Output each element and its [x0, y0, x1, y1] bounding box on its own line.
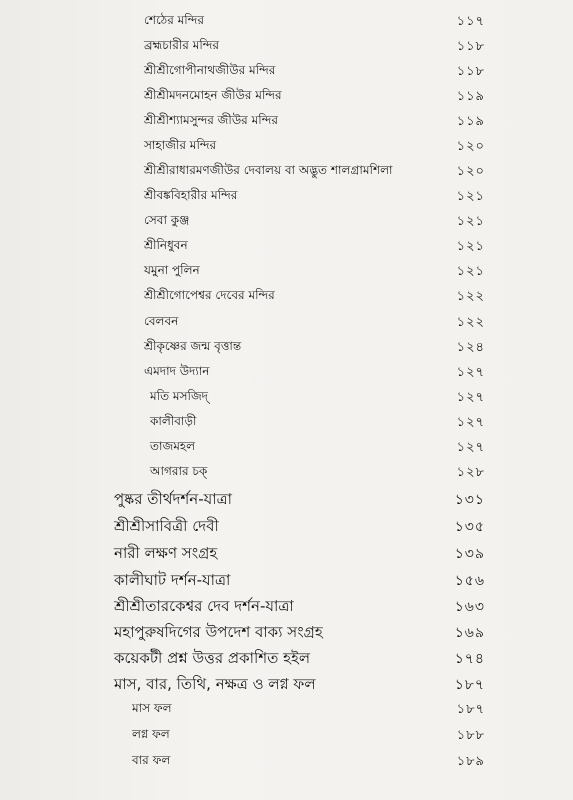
toc-entry: [0, 87, 573, 111]
toc-entry-page: ১৩৫: [454, 519, 485, 535]
toc-entry-title: শ্রীকৃষ্ণের জন্ম বৃত্তান্ত: [144, 339, 242, 353]
toc-entry-title: কয়েকটী প্রশ্ন উত্তর প্রকাশিত হইল: [114, 649, 311, 667]
toc-entry-title: মহাপুরুষদিগের উপদেশ বাক্য সংগ্রহ: [114, 623, 323, 641]
toc-entry: [0, 488, 573, 512]
toc-entry: [0, 363, 573, 387]
toc-entry-title: সেবা কুঞ্জ: [144, 213, 190, 227]
toc-entry-title: নারী লক্ষণ সংগ্রহ: [114, 544, 218, 562]
toc-entry-page: ১১৭: [456, 14, 485, 29]
toc-entry: [0, 647, 573, 671]
toc-entry: [0, 112, 573, 136]
toc-entry-title: মাস ফল: [132, 701, 172, 715]
toc-entry: [0, 338, 573, 362]
toc-entry-title: বেলবন: [144, 314, 179, 328]
toc-entry: [0, 237, 573, 261]
toc-entry: [0, 62, 573, 86]
toc-entry-page: ১২১: [456, 264, 485, 279]
toc-entry: [0, 673, 573, 697]
toc-entry-page: ১২৪: [456, 340, 485, 355]
toc-entry-title: তাজমহল: [150, 439, 196, 453]
toc-entry: [0, 413, 573, 437]
toc-entry: [0, 595, 573, 619]
toc-entry-title: শ্রীশ্রীগোপেশ্বর দেবের মন্দির: [144, 288, 275, 302]
toc-entry: [0, 463, 573, 487]
toc-entry: [0, 12, 573, 36]
toc-entry-page: ১১৮: [456, 64, 485, 79]
toc-entry-page: ১৩১: [454, 492, 485, 508]
toc-entry-title: শ্রীশ্রীশ্যামসুন্দর জীউর মন্দির: [144, 113, 278, 127]
toc-entry-title: শ্রীশ্রীরাধারমণজীউর দেবালয় বা অদ্ভুত শালগ্রামশিলা: [144, 163, 393, 177]
toc-entry: [0, 700, 573, 724]
toc-entry: [0, 162, 573, 186]
toc-entry-title: মতি মসজিদ্‌: [150, 389, 208, 403]
toc-entry-page: ১৮৯: [456, 754, 485, 769]
toc-entry-title: বার ফল: [132, 753, 171, 767]
toc-entry-title: শ্রীশ্রীতারকেশ্বর দেব দর্শন-যাত্রা: [114, 597, 294, 615]
toc-entry-title: লগ্ন ফল: [132, 727, 170, 741]
toc-entry-page: ১১৯: [456, 114, 485, 129]
toc-entry-page: ১২০: [456, 139, 485, 154]
toc-entry-page: ১৮৭: [454, 677, 485, 693]
toc-entry: [0, 515, 573, 539]
toc-entry: [0, 262, 573, 286]
toc-entry-page: ১২৮: [456, 465, 485, 480]
toc-entry-title: শ্রীশ্রীমদনমোহন জীউর মন্দির: [144, 88, 282, 102]
toc-entry-page: ১৫৬: [454, 573, 485, 589]
toc-entry-title: কালীঘাট দর্শন-যাত্রা: [114, 571, 231, 589]
toc-entry: [0, 187, 573, 211]
toc-entry-title: সাহাজীর মন্দির: [144, 138, 217, 152]
toc-entry-title: কালীবাড়ী: [150, 414, 197, 428]
toc-entry-page: ১৮৭: [456, 702, 485, 717]
toc-entry-title: শ্রীবঙ্কবিহারীর মন্দির: [144, 188, 238, 202]
toc-entry: [0, 569, 573, 593]
toc-entry-title: শ্রীশ্রীসাবিত্রী দেবী: [114, 517, 219, 535]
toc-entry: [0, 542, 573, 566]
toc-entry: [0, 287, 573, 311]
toc-entry-page: ১১৯: [456, 89, 485, 104]
toc-entry-title: মাস, বার, তিথি, নক্ষত্র ও লগ্ন ফল: [114, 675, 316, 693]
toc-entry-page: ১২১: [456, 189, 485, 204]
toc-entry-page: ১২৭: [456, 415, 485, 430]
toc-entry-title: পুষ্কর তীর্থদর্শন-যাত্রা: [114, 490, 232, 508]
toc-entry-page: ১১৮: [456, 39, 485, 54]
toc-entry-title: যমুনা পুলিন: [144, 263, 200, 277]
toc-entry: [0, 752, 573, 776]
toc-entry: [0, 137, 573, 161]
toc-entry-page: ১৩৯: [454, 546, 485, 562]
toc-entry-title: শ্রীশ্রীগোপীনাথজীউর মন্দির: [144, 63, 276, 77]
toc-entry-title: শ্রীনিধুবন: [144, 238, 188, 252]
toc-entry-title: আগরার চক্‌: [150, 464, 208, 478]
toc-entry: [0, 438, 573, 462]
toc-entry-page: ১২৭: [456, 440, 485, 455]
toc-entry-page: ১২৭: [456, 390, 485, 405]
toc-entry-title: ব্রহ্মচারীর মন্দির: [144, 38, 220, 52]
toc-entry: [0, 726, 573, 750]
toc-entry-page: ১৭৪: [454, 651, 485, 667]
toc-entry: [0, 388, 573, 412]
toc-entry: [0, 313, 573, 337]
toc-entry-page: ১২২: [456, 289, 485, 304]
toc-entry-title: এমদাদ উদ্যান: [144, 364, 210, 378]
toc-entry-page: ১২০: [456, 164, 485, 179]
toc-entry: [0, 212, 573, 236]
toc-entry-page: ১৬৩: [454, 599, 485, 615]
toc-entry: [0, 621, 573, 645]
toc-entry-page: ১২১: [456, 214, 485, 229]
toc-entry-page: ১৬৯: [454, 625, 485, 641]
toc-entry-page: ১২৭: [456, 365, 485, 380]
toc-entry-page: ১৮৮: [456, 728, 485, 743]
toc-entry: [0, 37, 573, 61]
toc-entry-page: ১২২: [456, 315, 485, 330]
toc-entry-title: শেঠের মন্দির: [144, 13, 204, 27]
toc-entry-page: ১২১: [456, 239, 485, 254]
